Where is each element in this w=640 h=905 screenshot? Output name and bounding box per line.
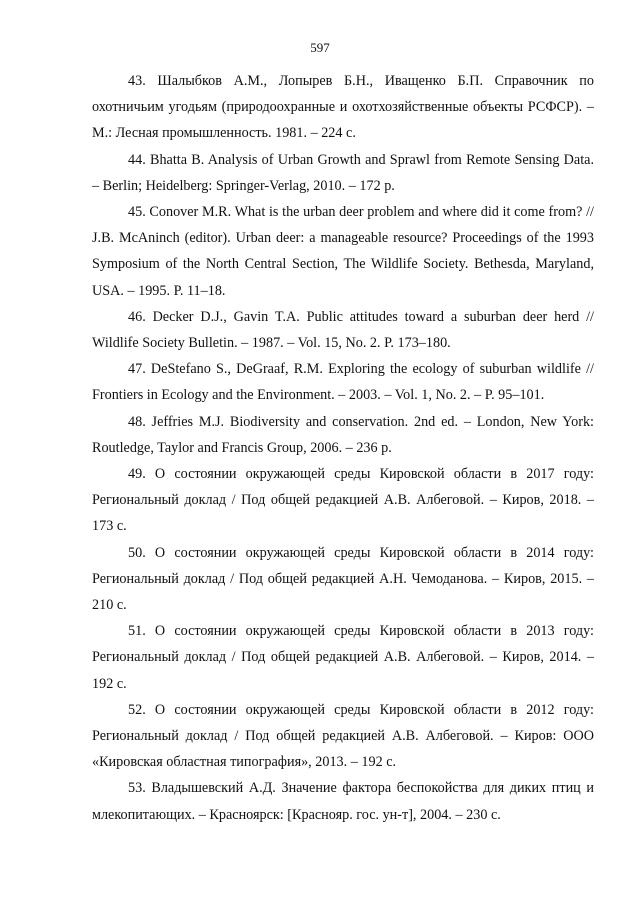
reference-item-48: 48. Jeffries M.J. Biodiversity and conservation. 2nd ed. – London, New York: Routledge, Taylor and Francis Group, 2006. – 236 p. (92, 413, 594, 456)
reference-item-47: 47. DeStefano S., DeGraaf, R.M. Exploring the ecology of suburban wildlife // Frontiers in Ecology and the Environment. – 2003. – Vol. 1, No. 2. – P. 95–101. (92, 361, 594, 404)
reference-item-46: 46. Decker D.J., Gavin T.A. Public attitudes toward a suburban deer herd // Wildlife Society Bulletin. – 1987. – Vol. 15, No. 2. P. 173–180. (92, 308, 594, 352)
reference-item-53: 53. Владышевский А.Д. Значение фактора беспокойства для диких птиц и млекопитающих. – Красноярск: [Краснояр. гос. ун-т], 2004. – 230 с. (92, 780, 594, 823)
reference-list (92, 68, 594, 828)
reference-item-52: 52. О состоянии окружающей среды Кировской области в 2012 году: Региональный доклад / Под общей редакцией А.В. Албеговой. – Киров: ООО «Кировская областная типография», 2013. – 192 с. (92, 701, 594, 771)
reference-item-43: 43. Шалыбков А.М., Лопырев Б.Н., Иващенко Б.П. Справочник по охотничьим угодьям (природоохранные и охотхозяйственные объекты РСФСР). – М.: Лесная промышленность. 1981. – 224 с. (92, 73, 594, 142)
reference-item-49: 49. О состоянии окружающей среды Кировской области в 2017 году: Региональный доклад / Под общей редакцией А.В. Албеговой. – Киров, 2018. – 173 с. (92, 466, 594, 535)
reference-item-50: 50. О состоянии окружающей среды Кировской области в 2014 году: Региональный доклад / Под общей редакцией А.Н. Чемоданова. – Киров, 2015. – 210 с. (92, 544, 594, 614)
reference-item-51: 51. О состоянии окружающей среды Кировской области в 2013 году: Региональный доклад / Под общей редакцией А.В. Албеговой. – Киров, 2014. – 192 с. (92, 623, 594, 692)
reference-item-45: 45. Conover M.R. What is the urban deer problem and where did it come from? // J.B. McAninch (editor). Urban deer: a manageable resource? Proceedings of the 1993 Symposium of the North Central Section, The Wildlife Society. Bethesda, Maryland, USA. – 1995. P. 11–18. (92, 204, 594, 299)
reference-item-44: 44. Bhatta B. Analysis of Urban Growth and Sprawl from Remote Sensing Data. – Berlin; Heidelberg: Springer-Verlag, 2010. – 172 p. (92, 151, 594, 194)
page-number: 597 (310, 40, 330, 55)
